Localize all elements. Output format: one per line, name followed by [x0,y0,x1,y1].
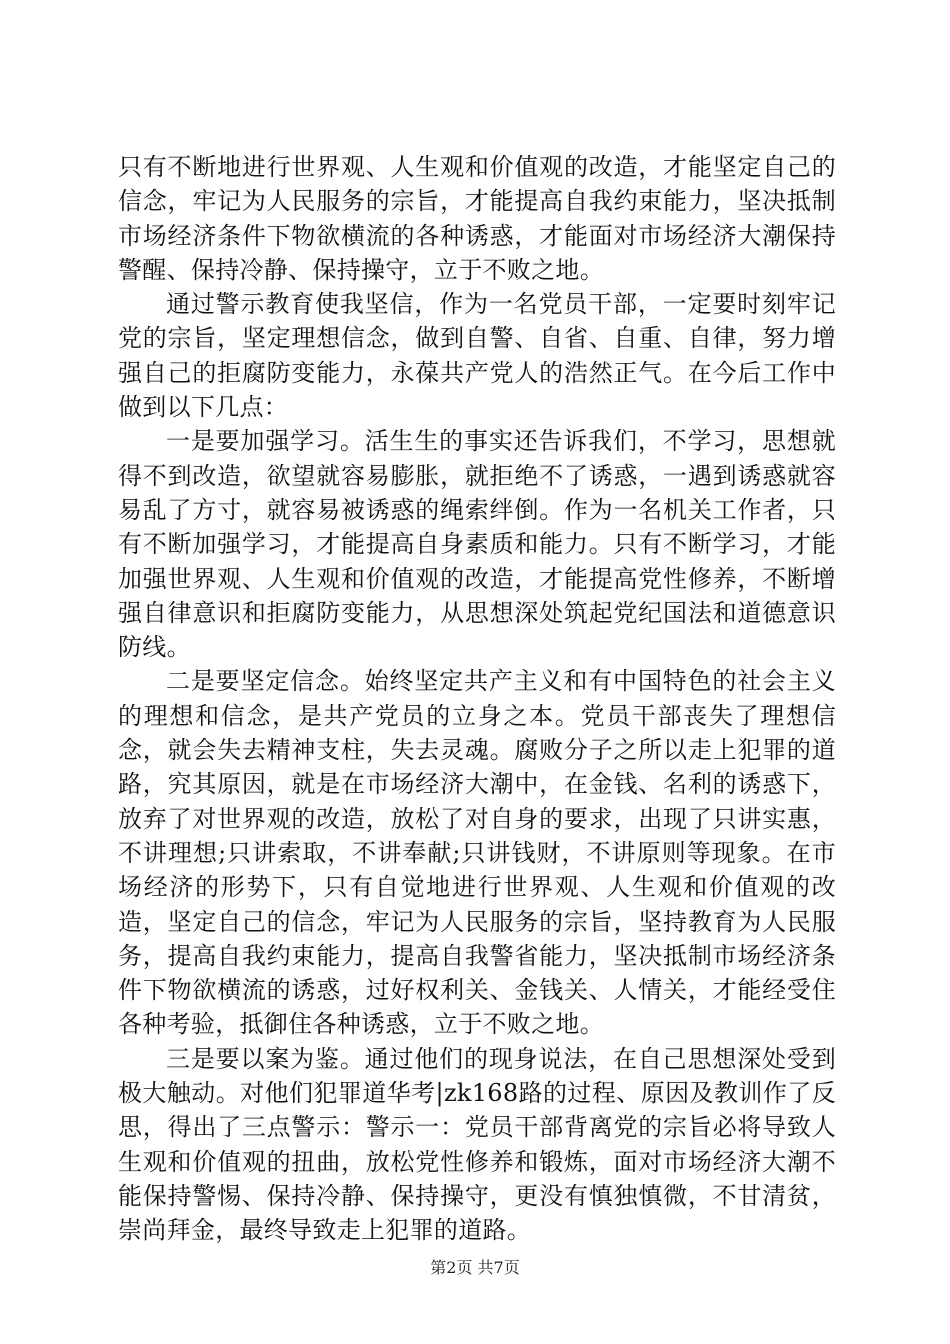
page-number-footer: 第2页 共7页 [430,1258,520,1277]
paragraph-4: 二是要坚定信念。始终坚定共产主义和有中国特色的社会主义的理想和信念，是共产党员的立身之本。党员干部丧失了理想信念，就会失去精神支柱，失去灵魂。腐败分子之所以走上犯罪的道路，究其原因，就是在市场经济大潮中，在金钱、名利的诱惑下，放弃了对世界观的改造，放松了对自身的要求，出现了只讲实惠，不讲理想;只讲索取，不讲奉献;只讲钱财，不讲原则等现象。在市场经济的形势下，只有自觉地进行世界观、人生观和价值观的改造，坚定自己的信念，牢记为人民服务的宗旨，坚持教育为人民服务，提高自我约束能力，提高自我警省能力，坚决抵制市场经济条件下物欲横流的诱惑，过好权利关、金钱关、人情关，才能经受住各种考验，抵御住各种诱惑，立于不败之地。 [118,667,836,1039]
paragraph-5: 三是要以案为鉴。通过他们的现身说法，在自己思想深处受到极大触动。对他们犯罪道华考|zk168路的过程、原因及教训作了反思，得出了三点警示：警示一：党员干部背离党的宗旨必将导致人生观和价值观的扭曲，放松党性修养和锻炼，面对市场经济大潮不能保持警惕、保持冷静、保持操守，更没有慎独慎微，不甘清贫，崇尚拜金，最终导致走上犯罪的道路。 [118,1044,836,1245]
paragraph-2: 通过警示教育使我坚信，作为一名党员干部，一定要时刻牢记党的宗旨，坚定理想信念，做到自警、自省、自重、自律，努力增强自己的拒腐防变能力，永葆共产党人的浩然正气。在今后工作中做到以下几点： [118,290,836,422]
paragraph-1: 只有不断地进行世界观、人生观和价值观的改造，才能坚定自己的信念，牢记为人民服务的宗旨，才能提高自我约束能力，坚决抵制市场经济条件下物欲横流的各种诱惑，才能面对市场经济大潮保持警醒、保持冷静、保持操守，立于不败之地。 [118,153,836,284]
paragraph-3: 一是要加强学习。活生生的事实还告诉我们，不学习，思想就得不到改造，欲望就容易膨胀，就拒绝不了诱惑，一遇到诱惑就容易乱了方寸，就容易被诱惑的绳索绊倒。作为一名机关工作者，只有不断加强学习，才能提高自身素质和能力。只有不断学习，才能加强世界观、人生观和价值观的改造，才能提高党性修养，不断增强自律意识和拒腐防变能力，从思想深处筑起党纪国法和道德意识防线。 [118,427,836,662]
document-body [118,150,836,1248]
